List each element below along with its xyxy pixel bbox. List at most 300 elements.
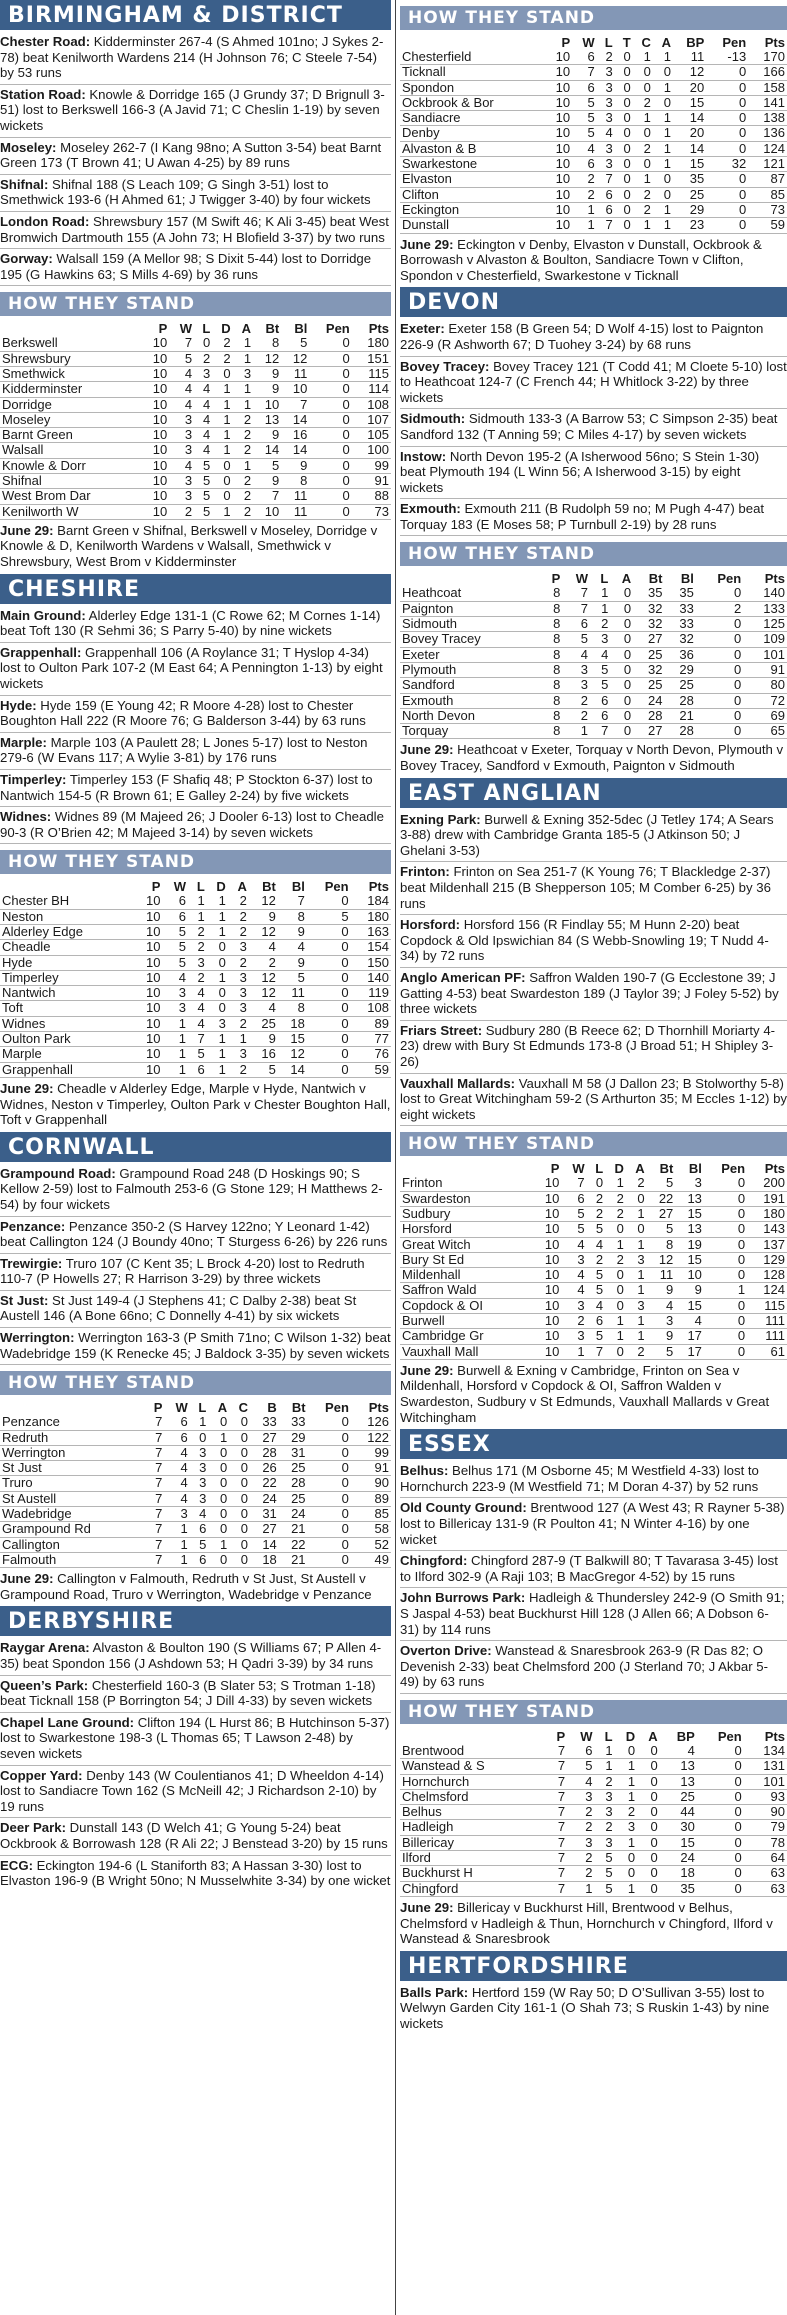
stat-cell: 7 <box>590 724 610 739</box>
stat-cell: 6 <box>572 157 597 172</box>
stat-cell: 3 <box>194 366 212 381</box>
table-row <box>400 1283 787 1298</box>
column-header: Bl <box>680 571 694 587</box>
stat-cell: 1 <box>633 172 653 187</box>
stat-cell: 89 <box>351 1016 391 1031</box>
stat-cell: 138 <box>748 111 787 126</box>
stat-cell: 107 <box>352 412 391 427</box>
stat-cell: 2 <box>233 473 253 488</box>
stat-cell: 9 <box>249 909 278 924</box>
stat-cell: 25 <box>249 1016 278 1031</box>
stat-cell: 4 <box>561 1283 586 1298</box>
stat-cell: 0 <box>610 693 633 708</box>
stat-cell: 12 <box>253 351 281 366</box>
table-row <box>0 443 391 458</box>
stat-cell: 4 <box>675 1313 704 1328</box>
column-header: P <box>550 1161 560 1177</box>
stat-cell: 10 <box>544 65 572 80</box>
stat-cell: 24 <box>279 1507 308 1522</box>
stat-cell: 12 <box>249 894 278 909</box>
column-header: C <box>238 1400 249 1416</box>
stat-cell: 5 <box>249 1062 278 1077</box>
stat-cell: 2 <box>228 894 249 909</box>
stat-cell: 6 <box>567 1744 594 1759</box>
stat-cell: 3 <box>169 443 194 458</box>
stat-cell: 25 <box>673 187 706 202</box>
stat-cell: 3 <box>597 157 615 172</box>
stat-cell: 2 <box>587 1191 606 1206</box>
stat-cell: 59 <box>351 1062 391 1077</box>
section-derbyshire-results <box>0 1606 391 1891</box>
stat-cell: 1 <box>615 1759 638 1774</box>
table-row <box>0 1016 391 1031</box>
stat-cell: 11 <box>281 489 309 504</box>
stat-cell: 2 <box>194 351 212 366</box>
stat-cell: 5 <box>587 1329 606 1344</box>
stat-cell: 4 <box>587 1237 606 1252</box>
ground-name: Copper Yard: <box>0 1767 83 1783</box>
column-header: L <box>196 879 205 895</box>
team-name: Timperley <box>0 970 133 985</box>
stat-cell: 11 <box>281 504 309 519</box>
stat-cell: 63 <box>744 1866 787 1881</box>
stat-cell: 4 <box>567 1774 594 1789</box>
team-name: Torquay <box>400 724 541 739</box>
stat-cell: 0 <box>207 955 228 970</box>
match-result <box>0 807 391 844</box>
stat-cell: 6 <box>188 1062 207 1077</box>
stat-cell: 10 <box>253 397 281 412</box>
stat-cell: 1 <box>626 1329 647 1344</box>
stat-cell: 5 <box>307 909 351 924</box>
stat-cell: 0 <box>696 708 743 723</box>
stat-cell: 4 <box>169 382 194 397</box>
team-name: Redruth <box>0 1430 145 1445</box>
stat-cell: 6 <box>572 80 597 95</box>
stat-cell: 140 <box>351 970 391 985</box>
stat-cell: 4 <box>590 647 610 662</box>
result-text: Eckington 194-6 (L Staniforth 83; A Hassan 3-30) lost to Elvaston 196-9 (B Wright 50no; N Musselwhite 3-34) by one wicket <box>0 1857 391 1889</box>
result-text: Brentwood 127 (A West 43; R Rayner 5-38) lost to Billericay 131-9 (R Poulton 41; N Winter 4-16) by one wicket <box>400 1500 785 1547</box>
column-header: A <box>241 321 252 337</box>
stat-cell: 1 <box>590 586 610 601</box>
stat-cell: 1 <box>615 1789 638 1804</box>
stat-cell: 10 <box>133 986 162 1001</box>
standings-banner: HOW THEY STAND <box>0 850 391 874</box>
result-text: Frinton on Sea 251-7 (K Young 76; T Blackledge 2-37) beat Mildenhall 215 (B Shepperson 105; M Comber 6-25) by 36 runs <box>400 864 771 911</box>
stat-cell: 2 <box>633 95 653 110</box>
result-text: Walsall 159 (A Mellor 98; S Dixit 5-44) lost to Dorridge 195 (G Hawkins 63; S Mills 4-69) by 36 runs <box>0 251 372 282</box>
stat-cell: 3 <box>615 1820 638 1835</box>
stat-cell: 10 <box>133 970 162 985</box>
stat-cell: 2 <box>605 1252 626 1267</box>
stat-cell: 2 <box>605 1191 626 1206</box>
stat-cell: 143 <box>747 1222 787 1237</box>
team-name: Werrington <box>0 1445 145 1460</box>
table-row <box>0 504 391 519</box>
stat-cell: 1 <box>188 909 207 924</box>
stat-cell: 2 <box>228 1062 249 1077</box>
ground-name: Queen’s Park: <box>0 1677 89 1693</box>
stat-cell: -13 <box>706 50 748 65</box>
fixtures-text: Callington v Falmouth, Redruth v St Just, St Austell v Grampound Road, Truro v Werrington, Wadebridge v Penzance <box>0 1571 372 1602</box>
stat-cell: 0 <box>610 601 633 616</box>
stat-cell: 1 <box>188 894 207 909</box>
stat-cell: 0 <box>696 724 743 739</box>
standings-table <box>0 879 391 1078</box>
team-name: Wadebridge <box>0 1507 145 1522</box>
stat-cell: 0 <box>697 1789 744 1804</box>
stat-cell: 0 <box>615 1851 638 1866</box>
stat-cell: 2 <box>597 50 615 65</box>
right-column <box>400 0 787 2035</box>
stat-cell: 3 <box>561 1252 586 1267</box>
stat-cell: 10 <box>141 336 169 351</box>
stat-cell: 3 <box>590 632 610 647</box>
stat-cell: 10 <box>133 940 162 955</box>
column-header: Pen <box>721 1161 746 1177</box>
stat-cell: 0 <box>706 187 748 202</box>
column-header: Pts <box>764 1728 785 1744</box>
stat-cell: 163 <box>351 924 391 939</box>
result-text: Penzance 350-2 (S Harvey 122no; Y Leonard 1-42) beat Callington 124 (J Boundy 40no; T Sturgess 6-26) by 226 runs <box>0 1218 388 1250</box>
table-row <box>0 1001 391 1016</box>
stat-cell: 4 <box>194 412 212 427</box>
stat-cell: 3 <box>597 141 615 156</box>
stat-cell: 12 <box>673 65 706 80</box>
stat-cell: 3 <box>169 489 194 504</box>
team-name: Spondon <box>400 80 544 95</box>
stat-cell: 0 <box>307 1016 351 1031</box>
stat-cell: 0 <box>697 1744 744 1759</box>
stat-cell: 10 <box>533 1206 562 1221</box>
stat-cell: 0 <box>653 172 673 187</box>
fixtures <box>0 520 391 574</box>
result-text: Dunstall 143 (D Welch 41; G Young 5-24) beat Ockbrook & Borrowash 128 (R Ali 22; J Benstead 3-20) by 15 runs <box>0 1820 388 1851</box>
result-text: Marple 103 (A Paulett 28; L Jones 5-17) lost to Neston 279-6 (W Evans 117; A Wylie 3-81) by 176 runs <box>0 734 368 766</box>
stat-cell: 0 <box>309 473 351 488</box>
stat-cell: 88 <box>352 489 391 504</box>
stat-cell: 7 <box>561 1176 586 1191</box>
table-row <box>400 1851 787 1866</box>
stat-cell: 32 <box>633 617 664 632</box>
stat-cell: 184 <box>351 894 391 909</box>
stat-cell: 0 <box>696 632 743 647</box>
stat-cell: 133 <box>743 601 787 616</box>
team-name: Alderley Edge <box>0 924 133 939</box>
stat-cell: 10 <box>141 489 169 504</box>
stat-cell: 9 <box>278 955 307 970</box>
stat-cell: 2 <box>633 141 653 156</box>
stat-cell: 0 <box>229 1415 250 1430</box>
stat-cell: 0 <box>229 1537 250 1552</box>
stat-cell: 10 <box>133 1016 162 1031</box>
stat-cell: 27 <box>647 1206 676 1221</box>
stat-cell: 8 <box>541 617 563 632</box>
table-row <box>400 126 787 141</box>
ground-name: Grampound Road: <box>0 1165 116 1181</box>
table-row <box>0 986 391 1001</box>
table-row <box>400 1313 787 1328</box>
team-name: Chester BH <box>0 894 133 909</box>
stat-cell: 7 <box>546 1805 567 1820</box>
ground-name: Instow: <box>400 448 447 464</box>
stat-cell: 0 <box>208 1522 229 1537</box>
table-row <box>400 111 787 126</box>
table-row <box>0 1461 391 1476</box>
stat-cell: 0 <box>637 1835 660 1850</box>
stat-cell: 3 <box>562 662 590 677</box>
team-name: Denby <box>400 126 544 141</box>
stat-cell: 0 <box>309 428 351 443</box>
team-name: Smethwick <box>0 366 141 381</box>
column-header: BP <box>686 35 705 50</box>
stat-cell: 3 <box>164 1507 189 1522</box>
stat-cell: 4 <box>194 397 212 412</box>
stat-cell: 11 <box>281 366 309 381</box>
stat-cell: 0 <box>229 1522 250 1537</box>
team-name: Mildenhall <box>400 1268 533 1283</box>
table-row <box>0 1522 391 1537</box>
fixtures-date: June 29: <box>0 522 54 538</box>
fixtures-text: Heathcoat v Exeter, Torquay v North Devon, Plymouth v Bovey Tracey, Sandford v Exmouth, Paignton v Sidmouth <box>400 742 784 774</box>
stat-cell: 14 <box>281 443 309 458</box>
stat-cell: 7 <box>546 1851 567 1866</box>
stat-cell: 180 <box>351 909 391 924</box>
stat-cell: 180 <box>352 336 391 351</box>
stat-cell: 5 <box>587 1268 606 1283</box>
stat-cell: 15 <box>675 1298 704 1313</box>
section-birmingham <box>0 0 391 574</box>
stat-cell: 87 <box>748 172 787 187</box>
team-name: Billericay <box>400 1835 546 1850</box>
stat-cell: 1 <box>208 1430 229 1445</box>
stat-cell: 0 <box>697 1774 744 1789</box>
stat-cell: 10 <box>141 428 169 443</box>
team-name: Eckington <box>400 202 544 217</box>
standings-banner: HOW THEY STAND <box>400 1132 787 1156</box>
ground-name: John Burrows Park: <box>400 1590 526 1606</box>
column-header: P <box>561 35 571 50</box>
stat-cell: 10 <box>544 50 572 65</box>
stat-cell: 2 <box>228 1016 249 1031</box>
stat-cell: 10 <box>544 111 572 126</box>
match-result <box>400 915 787 968</box>
fixtures <box>400 739 787 777</box>
table-row <box>0 412 391 427</box>
stat-cell: 10 <box>533 1222 562 1237</box>
stat-cell: 0 <box>704 1176 747 1191</box>
stat-cell: 15 <box>278 1032 307 1047</box>
stat-cell: 3 <box>561 1298 586 1313</box>
team-name: Swardeston <box>400 1191 533 1206</box>
stat-cell: 22 <box>647 1191 676 1206</box>
stat-cell: 99 <box>351 1445 391 1460</box>
column-header: W <box>580 1728 593 1744</box>
table-row <box>400 601 787 616</box>
stat-cell: 3 <box>207 1016 228 1031</box>
result-text: Hertford 159 (W Ray 50; D O’Sullivan 3-55) lost to Welwyn Garden City 161-1 (O Shah 73; S Ruskin 1-43) by nine wickets <box>400 1984 770 2031</box>
stat-cell: 6 <box>162 894 188 909</box>
table-row <box>400 1206 787 1221</box>
column-header: A <box>635 1161 645 1177</box>
team-name: West Brom Dar <box>0 489 141 504</box>
table-row <box>400 65 787 80</box>
table-row <box>0 382 391 397</box>
stat-cell: 12 <box>278 1047 307 1062</box>
stat-cell: 122 <box>351 1430 391 1445</box>
stat-cell: 1 <box>233 351 253 366</box>
stat-cell: 0 <box>307 1062 351 1077</box>
stat-cell: 21 <box>279 1522 308 1537</box>
team-name: Wanstead & S <box>400 1759 546 1774</box>
team-name: Oulton Park <box>0 1032 133 1047</box>
stat-cell: 0 <box>229 1430 250 1445</box>
team-name: Hyde <box>0 955 133 970</box>
stat-cell: 1 <box>233 382 253 397</box>
stat-cell: 1 <box>567 1881 594 1896</box>
column-header: D <box>625 1728 636 1744</box>
ground-name: Werrington: <box>0 1330 75 1346</box>
stat-cell: 93 <box>744 1789 787 1804</box>
stat-cell: 0 <box>697 1820 744 1835</box>
team-name: Chelmsford <box>400 1789 546 1804</box>
stat-cell: 1 <box>653 111 673 126</box>
stat-cell: 0 <box>696 693 743 708</box>
match-result <box>400 1498 787 1551</box>
stat-cell: 11 <box>673 50 706 65</box>
stat-cell: 7 <box>145 1461 165 1476</box>
stat-cell: 0 <box>637 1759 660 1774</box>
stat-cell: 3 <box>597 80 615 95</box>
standings-table <box>400 1161 787 1360</box>
stat-cell: 108 <box>352 397 391 412</box>
column-header <box>400 1161 533 1176</box>
stat-cell: 2 <box>212 351 232 366</box>
stat-cell: 10 <box>133 1047 162 1062</box>
fixtures-text: Cheadle v Alderley Edge, Marple v Hyde, Nantwich v Widnes, Neston v Timperley, Oulton Park v Chester Boughton Hall, Toft v Grappenhall <box>0 1080 391 1128</box>
stat-cell: 0 <box>637 1774 660 1789</box>
result-text: Sidmouth 133-3 (A Barrow 53; C Simpson 2-35) beat Sandford 132 (T Anning 59; C Miles 4-17) by seven wickets <box>400 411 778 442</box>
fixtures-date: June 29: <box>0 1080 54 1096</box>
stat-cell: 7 <box>597 218 615 233</box>
stat-cell: 1 <box>207 1062 228 1077</box>
stat-cell: 35 <box>673 172 706 187</box>
column-header: Pen <box>722 35 747 50</box>
column-header: Bt <box>659 1161 674 1177</box>
stat-cell: 10 <box>533 1283 562 1298</box>
stat-cell: 4 <box>169 397 194 412</box>
stat-cell: 2 <box>567 1820 594 1835</box>
stat-cell: 10 <box>544 202 572 217</box>
stat-cell: 3 <box>228 1001 249 1016</box>
stat-cell: 4 <box>169 458 194 473</box>
stat-cell: 0 <box>653 187 673 202</box>
stat-cell: 12 <box>281 351 309 366</box>
stat-cell: 136 <box>748 126 787 141</box>
team-name: Bury St Ed <box>400 1252 533 1267</box>
stat-cell: 10 <box>141 397 169 412</box>
result-text: Bovey Tracey 121 (T Codd 41; M Cloete 5-10) lost to Heathcoat 124-7 (C French 44; H Whitlock 3-22) by three wickets <box>400 358 787 405</box>
column-header: P <box>556 1728 566 1744</box>
stat-cell: 90 <box>351 1476 391 1491</box>
match-result <box>0 1713 391 1766</box>
stat-cell: 121 <box>748 157 787 172</box>
table-row <box>0 458 391 473</box>
stat-cell: 10 <box>533 1176 562 1191</box>
stat-cell: 5 <box>562 632 590 647</box>
stat-cell: 6 <box>164 1430 189 1445</box>
stat-cell: 9 <box>253 428 281 443</box>
stat-cell: 1 <box>233 397 253 412</box>
stat-cell: 17 <box>675 1329 704 1344</box>
stat-cell: 1 <box>164 1537 189 1552</box>
stat-cell: 1 <box>207 970 228 985</box>
table-row <box>0 473 391 488</box>
column-header: BP <box>676 1728 695 1744</box>
stat-cell: 16 <box>281 428 309 443</box>
team-name: Sudbury <box>400 1206 533 1221</box>
team-name: Belhus <box>400 1805 546 1820</box>
stat-cell: 2 <box>233 489 253 504</box>
stat-cell: 12 <box>647 1252 676 1267</box>
stat-cell: 0 <box>637 1744 660 1759</box>
stat-cell: 7 <box>145 1445 165 1460</box>
stat-cell: 5 <box>595 1866 615 1881</box>
stat-cell: 7 <box>145 1537 165 1552</box>
stat-cell: 0 <box>605 1222 626 1237</box>
column-header: P <box>153 1400 163 1416</box>
stat-cell: 1 <box>653 50 673 65</box>
stat-cell: 1 <box>207 1032 228 1047</box>
stat-cell: 1 <box>633 50 653 65</box>
result-text: Exmouth 211 (B Rudolph 59 no; M Pugh 4-47) beat Torquay 183 (E Moses 58; P Turnbull 2-19) by 28 runs <box>400 501 765 532</box>
section-banner: HERTFORDSHIRE <box>400 1951 787 1981</box>
stat-cell: 10 <box>133 1062 162 1077</box>
stat-cell: 0 <box>587 1176 606 1191</box>
stat-cell: 5 <box>169 351 194 366</box>
stat-cell: 4 <box>188 1016 207 1031</box>
stat-cell: 0 <box>307 924 351 939</box>
stat-cell: 6 <box>587 1313 606 1328</box>
stat-cell: 6 <box>561 1191 586 1206</box>
stat-cell: 2 <box>233 428 253 443</box>
stat-cell: 25 <box>660 1789 697 1804</box>
table-row <box>400 202 787 217</box>
stat-cell: 0 <box>610 647 633 662</box>
stat-cell: 0 <box>212 458 232 473</box>
stat-cell: 2 <box>188 970 207 985</box>
stat-cell: 180 <box>747 1206 787 1221</box>
match-result <box>0 32 391 85</box>
team-name: Barnt Green <box>0 428 141 443</box>
stat-cell: 0 <box>704 1206 747 1221</box>
stat-cell: 35 <box>664 586 695 601</box>
match-result <box>400 1641 787 1694</box>
team-name: Cheadle <box>0 940 133 955</box>
stat-cell: 125 <box>743 617 787 632</box>
stat-cell: 3 <box>626 1252 647 1267</box>
stat-cell: 7 <box>546 1881 567 1896</box>
result-text: Belhus 171 (M Osborne 45; M Westfield 4-33) lost to Hornchurch 223-9 (M Westfield 71; M Doran 4-37) by 52 runs <box>400 1463 759 1494</box>
stat-cell: 0 <box>697 1851 744 1866</box>
stat-cell: 1 <box>626 1237 647 1252</box>
column-header: W <box>175 1400 188 1416</box>
stat-cell: 10 <box>141 382 169 397</box>
column-header: Pen <box>717 1728 742 1744</box>
stat-cell: 18 <box>660 1866 697 1881</box>
stat-cell: 0 <box>307 894 351 909</box>
